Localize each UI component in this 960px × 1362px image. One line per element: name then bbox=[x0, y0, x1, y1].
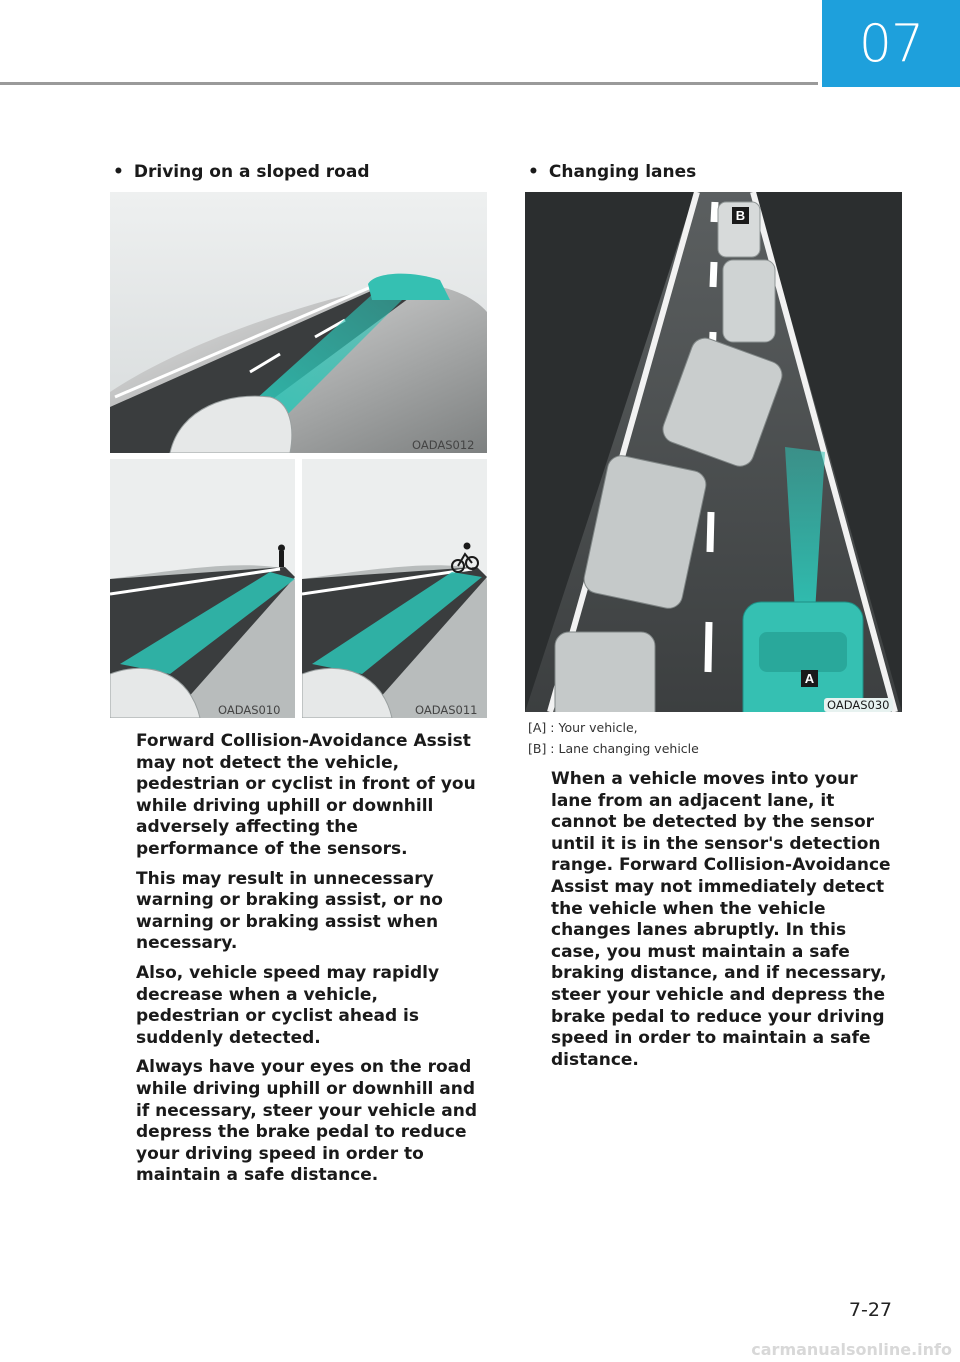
image-code: OADAS011 bbox=[415, 703, 478, 717]
heading-text: Changing lanes bbox=[548, 162, 697, 182]
bullet-icon: • bbox=[528, 162, 539, 182]
changing-lanes-description bbox=[551, 769, 901, 1079]
label-b: B bbox=[735, 208, 746, 223]
figure-captions bbox=[528, 717, 699, 759]
paragraph: This may result in unnecessary warning or braking assist, or no warning or braking assist when necessary. bbox=[136, 868, 443, 954]
caption-a: [A] : Your vehicle, bbox=[528, 720, 638, 735]
paragraph: When a vehicle moves into your lane from an adjacent lane, it cannot be detected by the sensor until it is in the sensor's detection range. Forward Collision-Avoidance Assist may not immediately detect the vehicle when the vehicle changes lanes abruptly. In this case, you must maintain a safe braking distance, and if necessary, steer your vehicle and depress the brake pedal to reduce your driving speed in order to maintain a safe distance. bbox=[551, 769, 891, 1070]
image-code: OADAS030 bbox=[824, 698, 893, 712]
bullet-icon: • bbox=[113, 162, 124, 182]
paragraph: Also, vehicle speed may rapidly decrease when a vehicle, pedestrian or cyclist ahead is suddenly detected. bbox=[136, 962, 440, 1048]
sloped-road-illustration bbox=[110, 192, 487, 453]
footer-watermark: carmanualsonline.info bbox=[751, 1340, 952, 1359]
paragraph: Always have your eyes on the road while driving uphill or downhill and if necessary, steer your vehicle and depress the brake pedal to reduce your driving speed in order to maintain a safe distance. bbox=[136, 1057, 478, 1186]
chapter-tab: 07 bbox=[822, 0, 960, 87]
label-a: A bbox=[804, 671, 815, 686]
cyclist-slope-illustration bbox=[302, 459, 487, 718]
sloped-road-description bbox=[136, 731, 486, 1195]
image-code: OADAS012 bbox=[412, 438, 475, 452]
header-rule bbox=[0, 82, 818, 85]
page-number: 7-27 bbox=[848, 1299, 892, 1321]
image-code: OADAS010 bbox=[218, 703, 281, 717]
changing-lanes-illustration bbox=[525, 192, 902, 712]
section-heading-changing-lanes bbox=[528, 162, 696, 182]
paragraph: Forward Collision-Avoidance Assist may not detect the vehicle, pedestrian or cyclist in front of you while driving uphill or downhill adversely affecting the performance of the sensors. bbox=[136, 731, 476, 859]
heading-text: Driving on a sloped road bbox=[133, 162, 370, 182]
caption-b: [B] : Lane changing vehicle bbox=[528, 741, 699, 756]
section-heading-sloped-road bbox=[113, 162, 370, 182]
pedestrian-slope-illustration bbox=[110, 459, 295, 718]
